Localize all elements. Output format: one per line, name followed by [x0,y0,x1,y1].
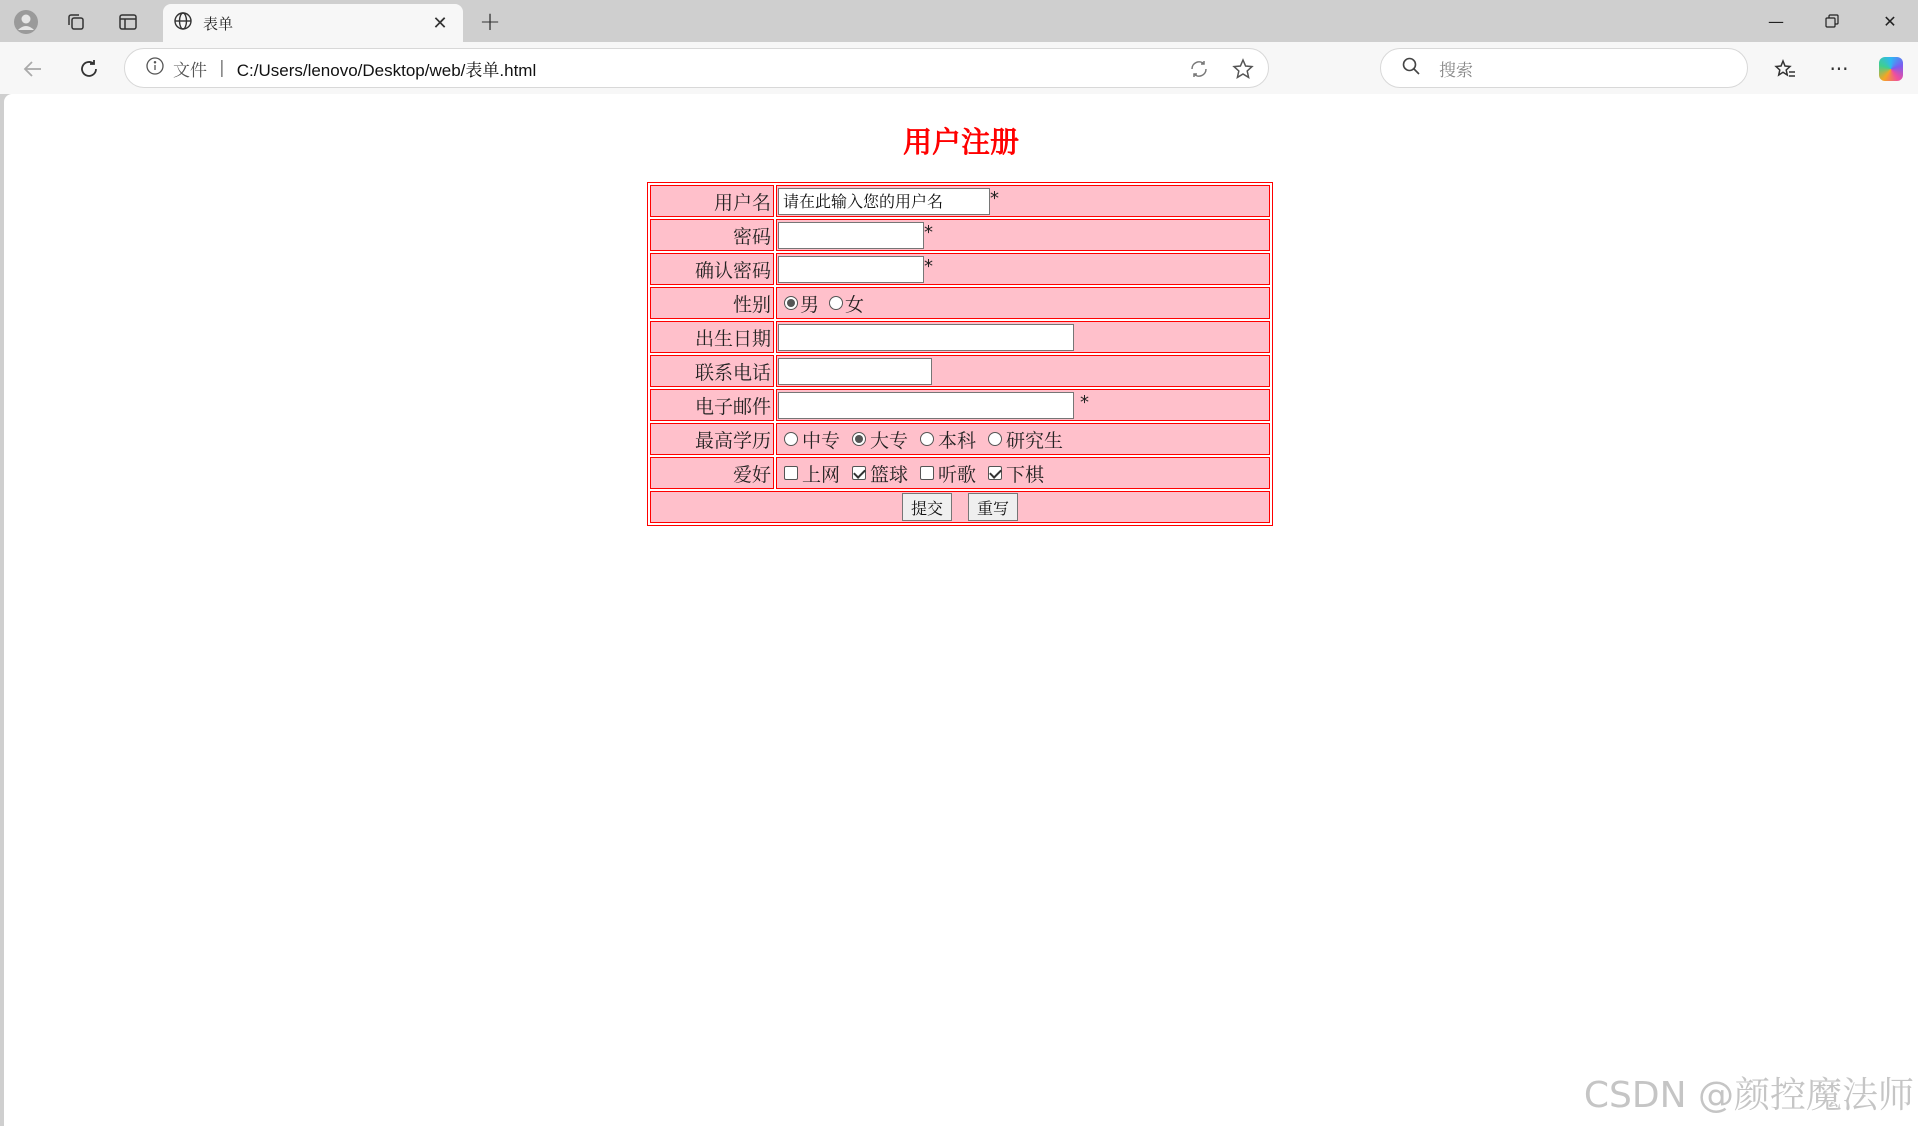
gender-female-label: 女 [845,293,865,316]
row-gender [650,287,1270,319]
education-option-label: 大专 [870,429,909,452]
row-birthdate [650,321,1270,353]
row-education [650,423,1270,455]
row-buttons [650,491,1270,523]
tab-title: 表单 [203,14,234,33]
gender-cell [776,287,1270,319]
email-required-mark: * [1080,391,1090,413]
username-cell [776,185,1270,217]
hobbies-label: 爱好 [650,457,774,489]
gender-female-radio[interactable] [829,296,843,310]
close-tab-icon[interactable]: ✕ [432,12,448,34]
address-bar[interactable] [124,48,1269,88]
refresh-icon[interactable] [72,52,106,86]
hobby-label: 篮球 [870,463,909,486]
page-viewport [4,94,1918,1126]
more-menu-icon[interactable]: ··· [1829,57,1849,81]
address-url[interactable]: C:/Users/lenovo/Desktop/web/表单.html [236,60,537,80]
browser-titlebar [0,0,1918,42]
email-input[interactable] [778,392,1074,419]
education-label: 最高学历 [650,423,774,455]
new-tab-icon[interactable]: + [479,7,501,37]
row-confirm-password [650,253,1270,285]
close-window-icon[interactable]: ✕ [1883,11,1897,31]
username-label: 用户名 [650,185,774,217]
search-icon [1401,56,1421,80]
hobby-checkbox[interactable] [920,466,934,480]
education-option-radio[interactable] [920,432,934,446]
gender-label: 性别 [650,287,774,319]
education-cell [776,423,1270,455]
browser-toolbar [0,42,1918,94]
active-tab[interactable] [163,4,463,42]
hobbies-cell [776,457,1270,489]
favorite-star-icon[interactable] [1229,55,1257,83]
hobby-label: 听歌 [938,463,977,486]
copilot-logo [1879,57,1903,81]
phone-label: 联系电话 [650,355,774,387]
password-input[interactable] [778,222,924,249]
minimize-icon[interactable]: — [1768,11,1784,31]
row-phone [650,355,1270,387]
restore-icon[interactable] [1804,0,1860,42]
read-aloud-icon[interactable] [1185,55,1213,83]
hobby-checkbox[interactable] [988,466,1002,480]
phone-input[interactable] [778,358,932,385]
row-hobbies [650,457,1270,489]
password-label: 密码 [650,219,774,251]
password-required-mark: * [924,221,933,243]
profile-icon[interactable] [10,6,42,38]
confirm-password-cell [776,253,1270,285]
copilot-icon[interactable] [1874,52,1908,86]
username-required-mark: * [990,187,999,209]
gender-male-radio[interactable] [784,296,798,310]
search-placeholder: 搜索 [1439,60,1473,81]
row-username [650,185,1270,217]
submit-button[interactable]: 提交 [902,493,952,521]
education-option-label: 研究生 [1006,429,1064,452]
hobby-label: 下棋 [1006,463,1045,486]
education-option-label: 本科 [938,429,977,452]
collections-icon[interactable] [60,6,92,38]
hobby-label: 上网 [802,463,841,486]
watermark: CSDN @颜控魔法师 [1583,1075,1914,1116]
confirm-password-input[interactable] [778,256,924,283]
favorites-icon[interactable] [1768,52,1802,86]
globe-icon [173,11,193,35]
birthdate-label: 出生日期 [650,321,774,353]
page-title: 用户注册 [902,125,1019,159]
hobby-checkbox[interactable] [784,466,798,480]
birthdate-input[interactable] [778,324,1074,351]
sidebar-tabs-icon[interactable] [112,6,144,38]
gender-male-label: 男 [800,293,820,316]
back-icon[interactable] [16,52,50,86]
username-input[interactable]: 请在此输入您的用户名 [778,188,990,215]
reset-button[interactable]: 重写 [968,493,1018,521]
education-option-radio[interactable] [784,432,798,446]
birthdate-cell [776,321,1270,353]
email-cell [776,389,1270,421]
education-option-label: 中专 [802,429,841,452]
password-cell [776,219,1270,251]
registration-form [647,182,1273,526]
education-option-radio[interactable] [852,432,866,446]
address-separator: | [219,58,225,78]
row-email [650,389,1270,421]
email-label: 电子邮件 [650,389,774,421]
search-box[interactable] [1380,48,1748,88]
confirm-password-required-mark: * [924,255,933,277]
address-scheme: 文件 [173,60,207,81]
hobby-checkbox[interactable] [852,466,866,480]
row-password [650,219,1270,251]
buttons-cell [650,491,1270,523]
confirm-password-label: 确认密码 [650,253,774,285]
education-option-radio[interactable] [988,432,1002,446]
info-icon[interactable] [145,56,165,80]
phone-cell [776,355,1270,387]
